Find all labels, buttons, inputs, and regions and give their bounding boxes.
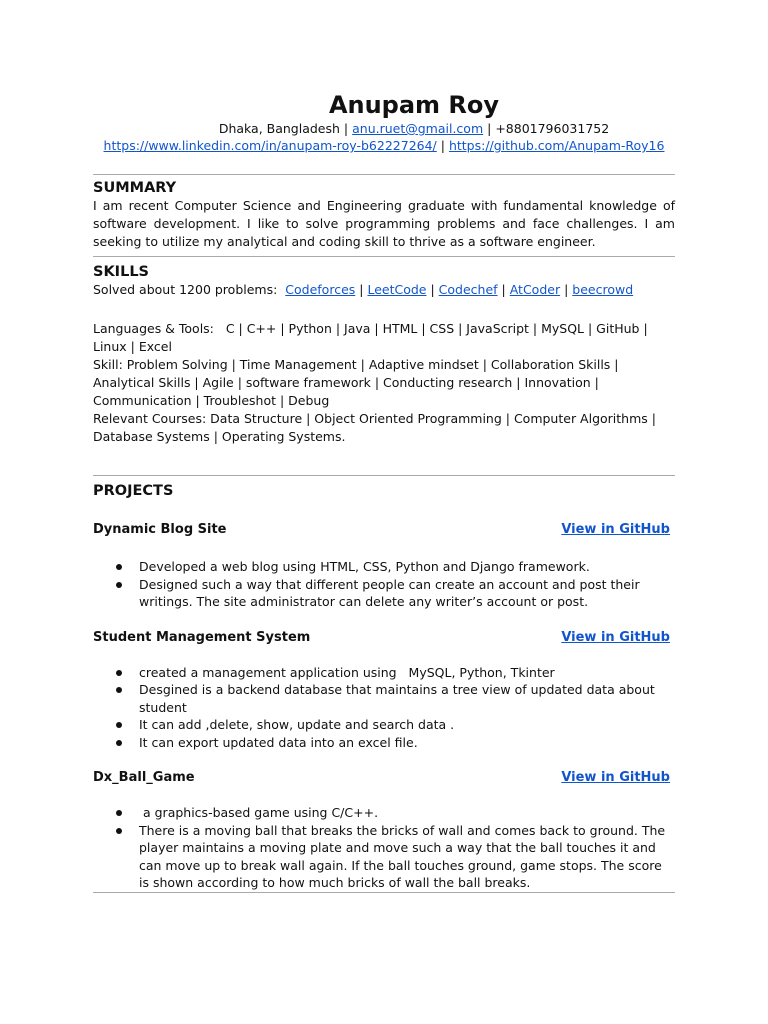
bullet-item: a graphics-based game using C/C++. xyxy=(139,804,675,822)
separator: | xyxy=(497,282,510,297)
separator: | xyxy=(355,282,368,297)
divider xyxy=(93,475,675,476)
view-github-link[interactable]: View in GitHub xyxy=(561,629,670,645)
project-title: Dx_Ball_Game xyxy=(93,770,195,785)
separator: | xyxy=(560,282,573,297)
summary-heading: SUMMARY xyxy=(93,180,177,196)
project-title: Student Management System xyxy=(93,629,311,645)
bullet-item: Designed such a way that different people can create an account and post their writings. The site administrator can delete any writer’s account or post. xyxy=(139,576,675,611)
codechef-link[interactable]: Codechef xyxy=(438,282,498,297)
divider xyxy=(93,892,675,893)
courses-line: Relevant Courses: Data Structure | Object Oriented Programming | Computer Algorithms | Database Systems | Operating Systems. xyxy=(93,411,656,444)
project-title: Dynamic Blog Site xyxy=(93,522,227,537)
phone-text: +8801796031752 xyxy=(495,121,610,136)
project-header xyxy=(93,769,675,787)
divider xyxy=(93,256,675,257)
project-bullets xyxy=(93,664,675,752)
candidate-name: Anupam Roy xyxy=(328,91,500,119)
divider xyxy=(93,174,675,175)
problems-solved-line xyxy=(93,281,675,299)
bullet-item: There is a moving ball that breaks the bricks of wall and comes back to ground. The player maintains a moving plate and move such a way that the ball touches it and can move up to break wall again. If the ball touches ground, game stops. The score is shown according to how much bricks of wall the ball breaks. xyxy=(139,822,675,892)
links-line xyxy=(93,137,675,154)
beecrowd-link[interactable]: beecrowd xyxy=(572,282,634,297)
project-header xyxy=(93,629,675,647)
separator: | xyxy=(339,121,353,136)
bullet-item: It can add ,delete, show, update and search data . xyxy=(139,716,675,734)
email-link[interactable]: anu.ruet@gmail.com xyxy=(352,121,484,136)
bullet-item: Desgined is a backend database that maintains a tree view of updated data about student xyxy=(139,681,675,716)
view-github-link[interactable]: View in GitHub xyxy=(561,770,670,785)
skills-heading: SKILLS xyxy=(93,264,149,280)
location-text: Dhaka, Bangladesh xyxy=(218,121,340,136)
linkedin-link[interactable]: https://www.linkedin.com/in/anupam-roy-b62227264/ xyxy=(103,138,437,153)
github-profile-link[interactable]: https://github.com/Anupam-Roy16 xyxy=(448,138,665,153)
project-header xyxy=(93,521,675,539)
separator: | xyxy=(426,282,439,297)
resume-page xyxy=(93,90,675,893)
contact-line xyxy=(153,120,675,137)
project-bullets xyxy=(93,804,675,892)
bullet-item: Developed a web blog using HTML, CSS, Python and Django framework. xyxy=(139,558,675,576)
projects-heading: PROJECTS xyxy=(93,483,174,499)
atcoder-link[interactable]: AtCoder xyxy=(509,282,561,297)
solved-label: Solved about 1200 problems: xyxy=(93,282,278,297)
separator: | xyxy=(483,121,496,136)
languages-tools-line: Languages & Tools: C | C++ | Python | Java | HTML | CSS | JavaScript | MySQL | GitHub | Linux | Excel xyxy=(93,321,652,354)
skill-line: Skill: Problem Solving | Time Management | Adaptive mindset | Collaboration Skills | Analytical Skills | Agile | software framework | Conducting research | Innovation | Communication | Troubleshot | Debug xyxy=(93,357,619,408)
bullet-item: created a management application using MySQL, Python, Tkinter xyxy=(139,664,675,682)
bullet-item: It can export updated data into an excel file. xyxy=(139,734,675,752)
project-bullets xyxy=(93,558,675,611)
codeforces-link[interactable]: Codeforces xyxy=(285,282,356,297)
leetcode-link[interactable]: LeetCode xyxy=(367,282,427,297)
summary-text: I am recent Computer Science and Engineering graduate with fundamental knowledge of software development. I like to solve programming problems and face challenges. I am seeking to utilize my analytical and coding skill to thrive as a software engineer. xyxy=(93,198,675,249)
separator: | xyxy=(436,138,449,153)
view-github-link[interactable]: View in GitHub xyxy=(561,522,670,537)
